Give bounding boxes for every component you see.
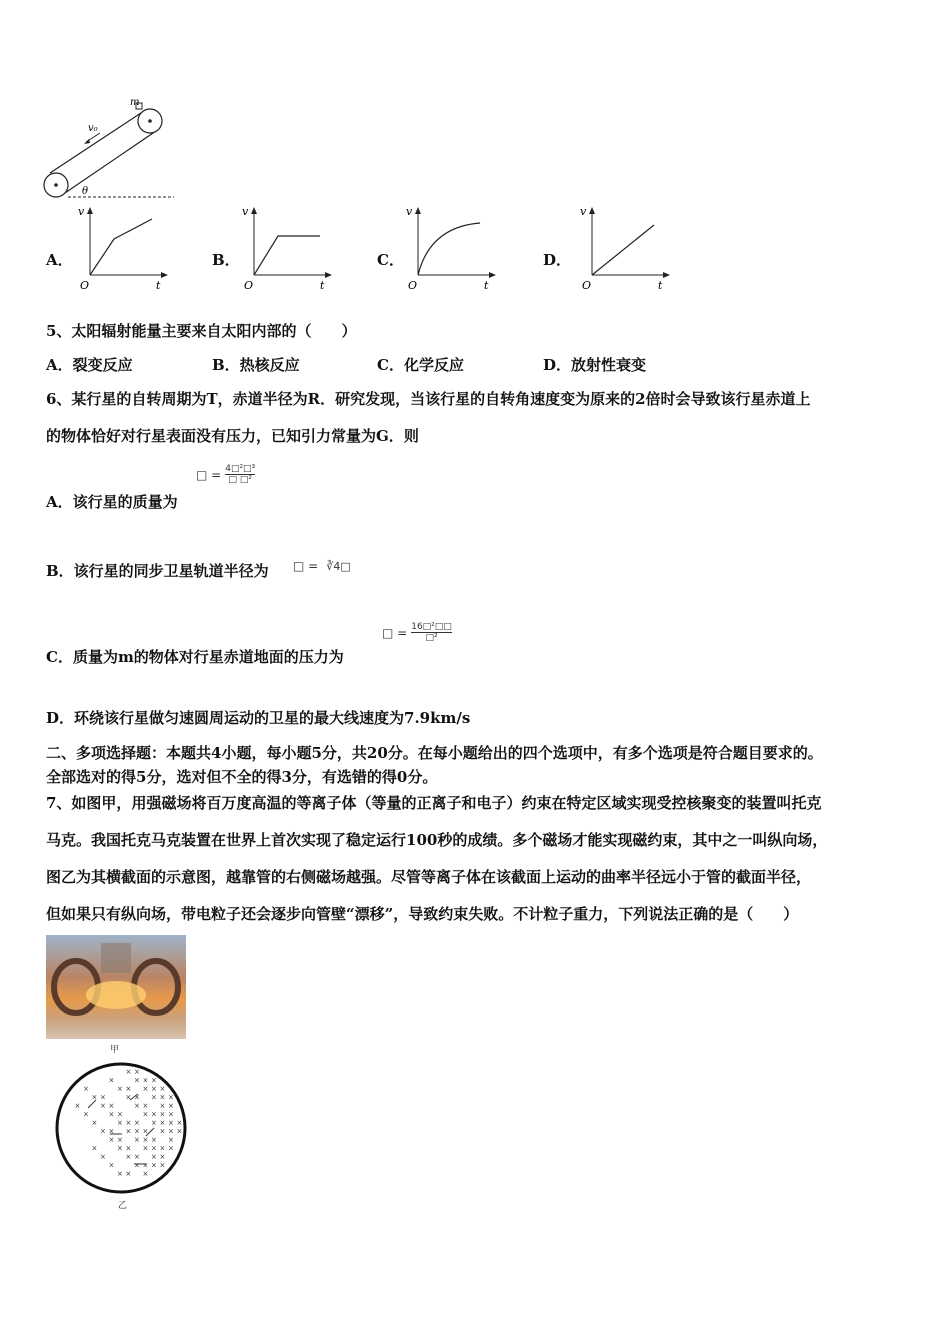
field-mark: × [100,1127,106,1136]
field-mark: × [117,1170,123,1178]
field-mark: × [134,1127,140,1136]
field-mark: × [142,1076,149,1085]
field-mark: × [159,1127,166,1136]
field-mark: × [151,1161,157,1170]
formula-a: □ = 4□²□³ □ □² [196,464,256,485]
axis-o-label: O [582,279,592,291]
axis-t-label: t [156,279,161,291]
graph-a [74,203,170,291]
field-mark: × [159,1110,166,1119]
field-mark: × [117,1144,123,1153]
q5-option-c: C．化学反应 [377,356,464,374]
field-mark: × [117,1085,123,1093]
field-mark: × [100,1153,106,1161]
graph-d [576,203,672,291]
field-mark: × [176,1119,183,1127]
field-mark: × [125,1119,132,1127]
field-mark: × [125,1068,132,1076]
field-mark: × [83,1085,89,1093]
field-mark: × [168,1119,174,1127]
field-mark: × [134,1136,140,1144]
field-mark: × [74,1102,81,1110]
field-mark: × [159,1093,166,1102]
field-mark: × [151,1136,157,1144]
field-mark: × [134,1119,140,1127]
caption-jia: 甲 [110,1045,120,1055]
axis-t-label: t [320,279,325,291]
field-mark: × [108,1110,115,1119]
formula-b: □ = ∛4□ [293,559,351,573]
field-mark: × [142,1085,149,1093]
q5-stem: 5、太阳辐射能量主要来自太阳内部的（ ） [46,322,357,340]
field-mark: × [83,1110,89,1119]
field-mark: × [151,1076,157,1085]
graph-c [402,203,498,291]
q4-option-d: D． [543,251,572,269]
q6-option-d: D．环绕该行星做匀速圆周运动的卫星的最大线速度为7.9km/s [46,709,471,727]
field-mark: × [125,1144,132,1153]
field-mark: × [151,1085,157,1093]
field-mark: × [151,1093,157,1102]
field-mark: × [91,1093,98,1102]
field-mark: × [134,1068,140,1076]
field-mark: × [134,1076,140,1085]
axis-o-label: O [80,279,90,291]
q4-option-a: A． [46,251,73,269]
field-mark: × [117,1136,123,1144]
field-mark: × [168,1093,174,1102]
q6-option-c: C．质量为m的物体对行星赤道地面的压力为 [46,648,344,666]
axis-o-label: O [408,279,418,291]
field-mark: × [91,1144,98,1153]
q6-option-a: A．该行星的质量为 [46,493,178,511]
field-mark: × [125,1093,132,1102]
q4-option-b: B． [212,251,240,269]
field-mark: × [159,1153,166,1161]
field-mark: × [168,1144,174,1153]
field-mark: × [151,1119,157,1127]
axis-v-label: v [580,205,587,218]
axis-t-label: t [484,279,489,291]
tokamak-photo [46,935,186,1039]
axis-v-label: v [78,205,85,218]
field-mark: × [159,1102,166,1110]
field-mark: × [142,1144,149,1153]
field-mark: × [108,1102,115,1110]
field-mark: × [168,1110,174,1119]
field-mark: × [168,1102,174,1110]
field-mark: × [125,1153,132,1161]
section2-line1: 二、多项选择题：本题共4小题，每小题5分，共20分。在每小题给出的四个选项中，有多个选项是符合题目要求的。 [46,744,823,762]
formula-c: □ = 16□²□□ □² [382,622,452,643]
field-mark: × [142,1127,149,1136]
axis-v-label: v [406,205,413,218]
velocity-label: v₀ [88,123,98,134]
field-mark: × [108,1127,115,1136]
field-mark: × [159,1161,166,1170]
q4-option-c: C． [377,251,404,269]
field-mark: × [117,1110,123,1119]
field-mark: × [134,1093,140,1102]
field-mark: × [142,1161,149,1170]
field-mark: × [100,1093,106,1102]
q5-option-d: D．放射性衰变 [543,356,647,374]
field-mark: × [117,1119,123,1127]
q6-stem-line1: 6、某行星的自转周期为T，赤道半径为R．研究发现，当该行星的自转角速度变为原来的2倍时会导致该行星赤道上 [46,390,811,408]
field-mark: × [142,1170,149,1178]
q6-stem-line2: 的物体恰好对行星表面没有压力，已知引力常量为G．则 [46,427,419,445]
field-mark: × [151,1144,157,1153]
field-mark: × [100,1102,106,1110]
field-mark: × [142,1102,149,1110]
field-mark: × [91,1119,98,1127]
axis-v-label: v [242,205,249,218]
cross-section-figure [50,1060,195,1200]
angle-label: θ [82,186,89,197]
field-mark: × [176,1127,183,1136]
field-mark: × [108,1136,115,1144]
field-mark: × [142,1110,149,1119]
field-mark: × [159,1119,166,1127]
axis-t-label: t [658,279,663,291]
q6-option-b: B．该行星的同步卫星轨道半径为 [46,562,269,580]
graph-b [238,203,334,291]
q5-option-b: B．热核反应 [212,356,300,374]
field-mark: × [108,1161,115,1170]
field-mark: × [134,1102,140,1110]
field-mark: × [142,1136,149,1144]
field-mark: × [151,1110,157,1119]
q7-line4: 但如果只有纵向场，带电粒子还会逐步向管壁“漂移”，导致约束失败。不计粒子重力，下列说法正确的是（ ） [46,905,799,923]
field-mark: × [168,1127,174,1136]
field-mark: × [159,1085,166,1093]
field-mark: × [134,1161,140,1170]
q7-line2: 马克。我国托克马克装置在世界上首次实现了稳定运行100秒的成绩。多个磁场才能实现磁约束，其中之一叫纵向场， [46,831,828,849]
incline-conveyor-figure [40,95,180,205]
q5-option-a: A．裂变反应 [46,356,133,374]
field-mark: × [168,1136,174,1144]
axis-o-label: O [244,279,254,291]
field-mark: × [125,1127,132,1136]
field-mark: × [125,1085,132,1093]
section2-line2: 全部选对的得5分，选对但不全的得3分，有选错的得0分。 [46,768,438,786]
q7-line1: 7、如图甲，用强磁场将百万度高温的等离子体（等量的正离子和电子）约束在特定区域实现受控核聚变的装置叫托克 [46,794,822,812]
field-mark: × [159,1144,166,1153]
field-mark: × [125,1170,132,1178]
mass-label: m [130,97,140,108]
field-mark: × [151,1153,157,1161]
q7-line3: 图乙为其横截面的示意图，越靠管的右侧磁场越强。尽管等离子体在该截面上运动的曲率半径远小于管的截面半径， [46,868,812,886]
field-mark: × [108,1076,115,1085]
caption-yi: 乙 [118,1201,128,1211]
field-mark: × [134,1153,140,1161]
